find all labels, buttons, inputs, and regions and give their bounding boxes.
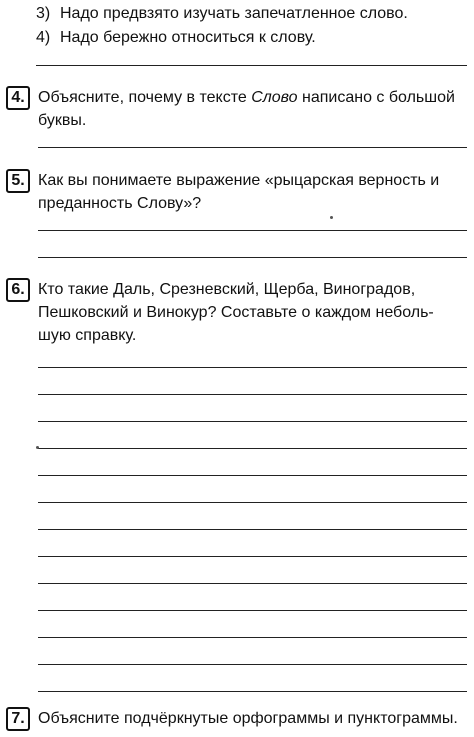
option-4-text: Надо бережно относиться к слову. bbox=[60, 29, 316, 46]
answer-line[interactable] bbox=[38, 421, 467, 422]
question-7-line-1: Объясните подчёркнутые орфограммы и пунктограммы. bbox=[38, 710, 458, 727]
answer-line[interactable] bbox=[38, 691, 467, 692]
question-5-number: 5. bbox=[6, 169, 30, 193]
answer-line[interactable] bbox=[38, 230, 467, 231]
question-6-line-2: Пешковский и Винокур? Составьте о каждом неболь- bbox=[38, 304, 434, 321]
question-4-line-1 bbox=[38, 86, 468, 109]
question-5-line-2: преданность Слову»? bbox=[38, 195, 202, 212]
question-4-text bbox=[38, 86, 468, 132]
question-5-text bbox=[38, 169, 468, 215]
question-5-line-1: Как вы понимаете выражение «рыцарская верность и bbox=[38, 172, 440, 189]
question-6-text bbox=[38, 278, 468, 347]
option-3-text: Надо предвзято изучать запечатленное слово. bbox=[60, 5, 408, 22]
option-4 bbox=[36, 28, 316, 48]
option-3 bbox=[36, 4, 408, 24]
answer-line[interactable] bbox=[38, 475, 467, 476]
answer-line[interactable] bbox=[38, 147, 467, 148]
question-7-text bbox=[38, 707, 470, 730]
option-4-number: 4) bbox=[36, 29, 51, 46]
question-6-line-1: Кто такие Даль, Срезневский, Щерба, Виноградов, bbox=[38, 281, 416, 298]
question-7-number: 7. bbox=[6, 707, 30, 731]
scan-speck bbox=[330, 216, 333, 219]
answer-line[interactable] bbox=[38, 637, 467, 638]
answer-line[interactable] bbox=[36, 65, 467, 66]
answer-line[interactable] bbox=[38, 448, 467, 449]
question-4-line-2: буквы. bbox=[38, 112, 87, 129]
answer-line[interactable] bbox=[38, 583, 467, 584]
question-4-number: 4. bbox=[6, 86, 30, 110]
answer-line[interactable] bbox=[38, 367, 467, 368]
question-4-line-1-end: написано с большой bbox=[297, 89, 455, 106]
answer-line[interactable] bbox=[38, 529, 467, 530]
scan-speck bbox=[36, 446, 39, 449]
answer-line[interactable] bbox=[38, 610, 467, 611]
answer-line[interactable] bbox=[38, 556, 467, 557]
answer-line[interactable] bbox=[38, 664, 467, 665]
answer-line[interactable] bbox=[38, 502, 467, 503]
question-4-line-1-start: Объясните, почему в тексте bbox=[38, 89, 252, 106]
answer-line[interactable] bbox=[38, 257, 467, 258]
question-6-line-3: шую справку. bbox=[38, 327, 137, 344]
answer-line[interactable] bbox=[38, 394, 467, 395]
question-4-italic-word: Слово bbox=[251, 89, 298, 106]
question-6-number: 6. bbox=[6, 278, 30, 302]
option-3-number: 3) bbox=[36, 5, 51, 22]
